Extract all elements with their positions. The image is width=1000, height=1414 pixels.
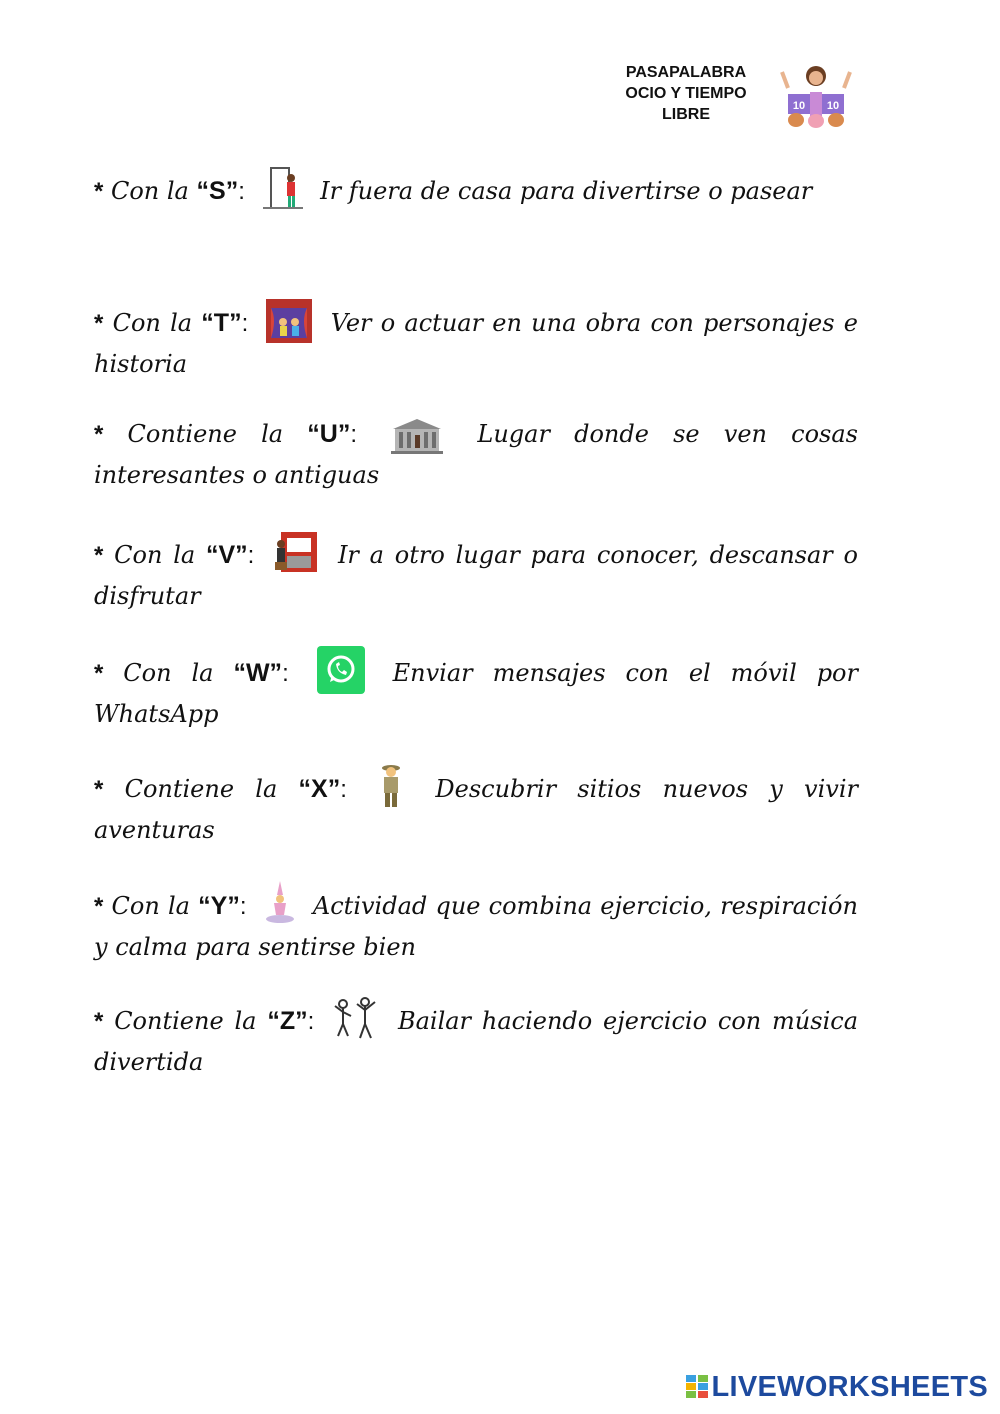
clue-letter: “X” xyxy=(298,775,341,803)
clue-item-z: * Contiene la “Z”: Bailar haciendo ejercicio con música divertida xyxy=(94,996,858,1082)
title-line-2: OCIO Y TIEMPO xyxy=(625,85,747,102)
clue-letter: “V” xyxy=(205,541,248,569)
liveworksheets-logo-icon xyxy=(686,1375,708,1399)
clue-definition: Ver o actuar en una obra con personajes e historia xyxy=(94,309,858,378)
clue-letter: “S” xyxy=(196,177,239,205)
clue-definition: Ir a otro lugar para conocer, descansar o disfrutar xyxy=(94,541,858,610)
clue-definition: Bailar haciendo ejercicio con música divertida xyxy=(94,1007,859,1076)
door-exit-icon xyxy=(261,164,305,212)
travel-train-icon xyxy=(273,530,319,576)
explorer-person-icon xyxy=(376,762,406,810)
clue-item-u: * Contiene la “U”: Lugar donde se ven cosas interesantes o antiguas xyxy=(94,414,858,495)
clue-letter: “T” xyxy=(201,309,242,337)
clue-definition: Lugar donde se ven cosas interesantes o antiguas xyxy=(94,420,858,489)
clue-definition: Actividad que combina ejercicio, respiración y calma para sentirse bien xyxy=(94,892,858,961)
museum-building-icon xyxy=(389,415,445,455)
clue-definition: Descubrir sitios nuevos y vivir aventuras xyxy=(94,775,859,844)
worksheet-title xyxy=(596,62,776,125)
whatsapp-icon xyxy=(317,646,365,694)
teacher-avatar-icon xyxy=(780,58,852,128)
clue-item-w: * Con la “W”: Enviar mensajes con el móvil por WhatsApp xyxy=(94,646,858,734)
title-line-3: LIBRE xyxy=(662,106,710,123)
dancing-people-icon xyxy=(333,996,379,1042)
theater-stage-icon xyxy=(265,298,313,344)
clue-letter: “W” xyxy=(233,659,283,687)
svg-text:10: 10 xyxy=(792,100,806,112)
clue-item-t: * Con la “T”: Ver o actuar en una obra con personajes e historia xyxy=(94,298,858,384)
title-line-1: PASAPALABRA xyxy=(625,64,747,81)
clue-item-s: * Con la “S”: Ir fuera de casa para divertirse o pasear xyxy=(94,164,858,212)
svg-text:10: 10 xyxy=(826,100,840,112)
yoga-pose-icon xyxy=(263,879,297,927)
clue-letter: “Z” xyxy=(267,1007,308,1035)
clue-definition: Ir fuera de casa para divertirse o pasear xyxy=(320,177,813,205)
liveworksheets-footer[interactable] xyxy=(686,1370,989,1404)
clue-item-v: * Con la “V”: Ir a otro lugar para conocer, descansar o disfrutar xyxy=(94,530,858,616)
clue-letter: “Y” xyxy=(198,892,240,920)
clue-definition: Enviar mensajes con el móvil por WhatsApp xyxy=(94,659,858,728)
clue-letter: “U” xyxy=(307,420,351,448)
liveworksheets-brand[interactable]: LIVEWORKSHEETS xyxy=(711,1370,988,1403)
clue-item-x: * Contiene la “X”: Descubrir sitios nuevos y vivir aventuras xyxy=(94,762,858,850)
clue-item-y: * Con la “Y”: Actividad que combina ejercicio, respiración y calma para sentirse bien xyxy=(94,879,858,967)
